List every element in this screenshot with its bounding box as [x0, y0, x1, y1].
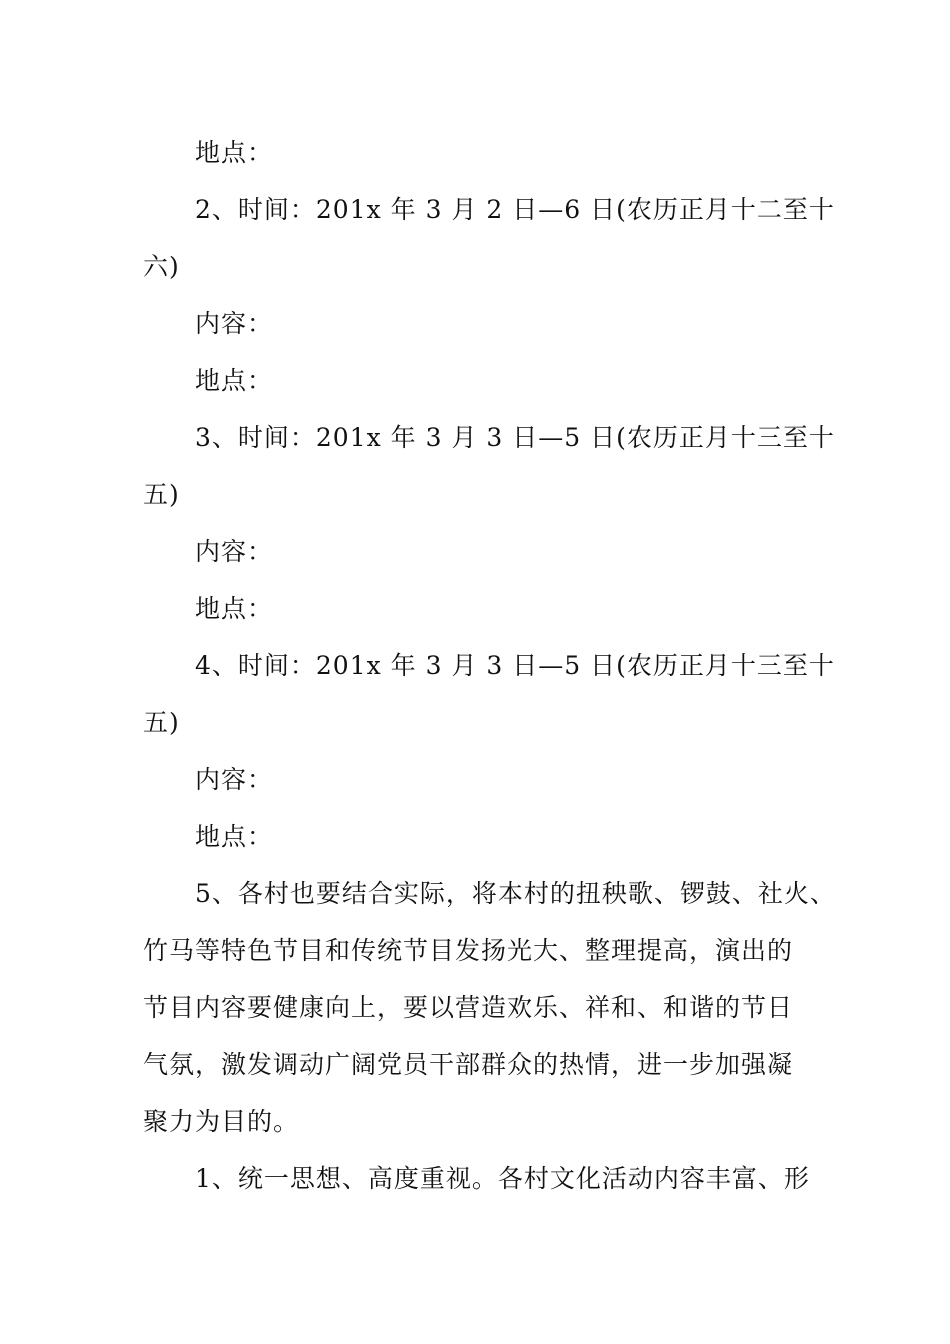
text-line: 气氛，激发调动广阔党员干部群众的热情，进一步加强凝 [143, 1050, 794, 1079]
text-line: 六) [143, 252, 180, 281]
text-line: 3、时间：201x 年 3 月 3 日—5 日(农历正月十三至十 [195, 423, 835, 452]
text-line: 2、时间：201x 年 3 月 2 日—6 日(农历正月十二至十 [195, 195, 835, 224]
text-line: 地点： [195, 822, 274, 851]
text-line: 内容： [195, 309, 274, 338]
text-line: 地点： [195, 366, 274, 395]
text-line: 聚力为目的。 [143, 1107, 300, 1136]
text-line: 5、各村也要结合实际，将本村的扭秧歌、锣鼓、社火、 [195, 879, 836, 908]
text-line: 五) [143, 708, 180, 737]
text-line: 内容： [195, 537, 274, 566]
text-line: 4、时间：201x 年 3 月 3 日—5 日(农历正月十三至十 [195, 651, 835, 680]
text-line: 地点： [195, 138, 274, 167]
text-line: 竹马等特色节目和传统节目发扬光大、整理提高，演出的 [143, 936, 794, 965]
text-line: 1、统一思想、高度重视。各村文化活动内容丰富、形 [195, 1164, 810, 1193]
text-line: 节目内容要健康向上，要以营造欢乐、祥和、和谐的节日 [143, 993, 794, 1022]
text-line: 地点： [195, 594, 274, 623]
text-line: 五) [143, 480, 180, 509]
text-line: 内容： [195, 765, 274, 794]
